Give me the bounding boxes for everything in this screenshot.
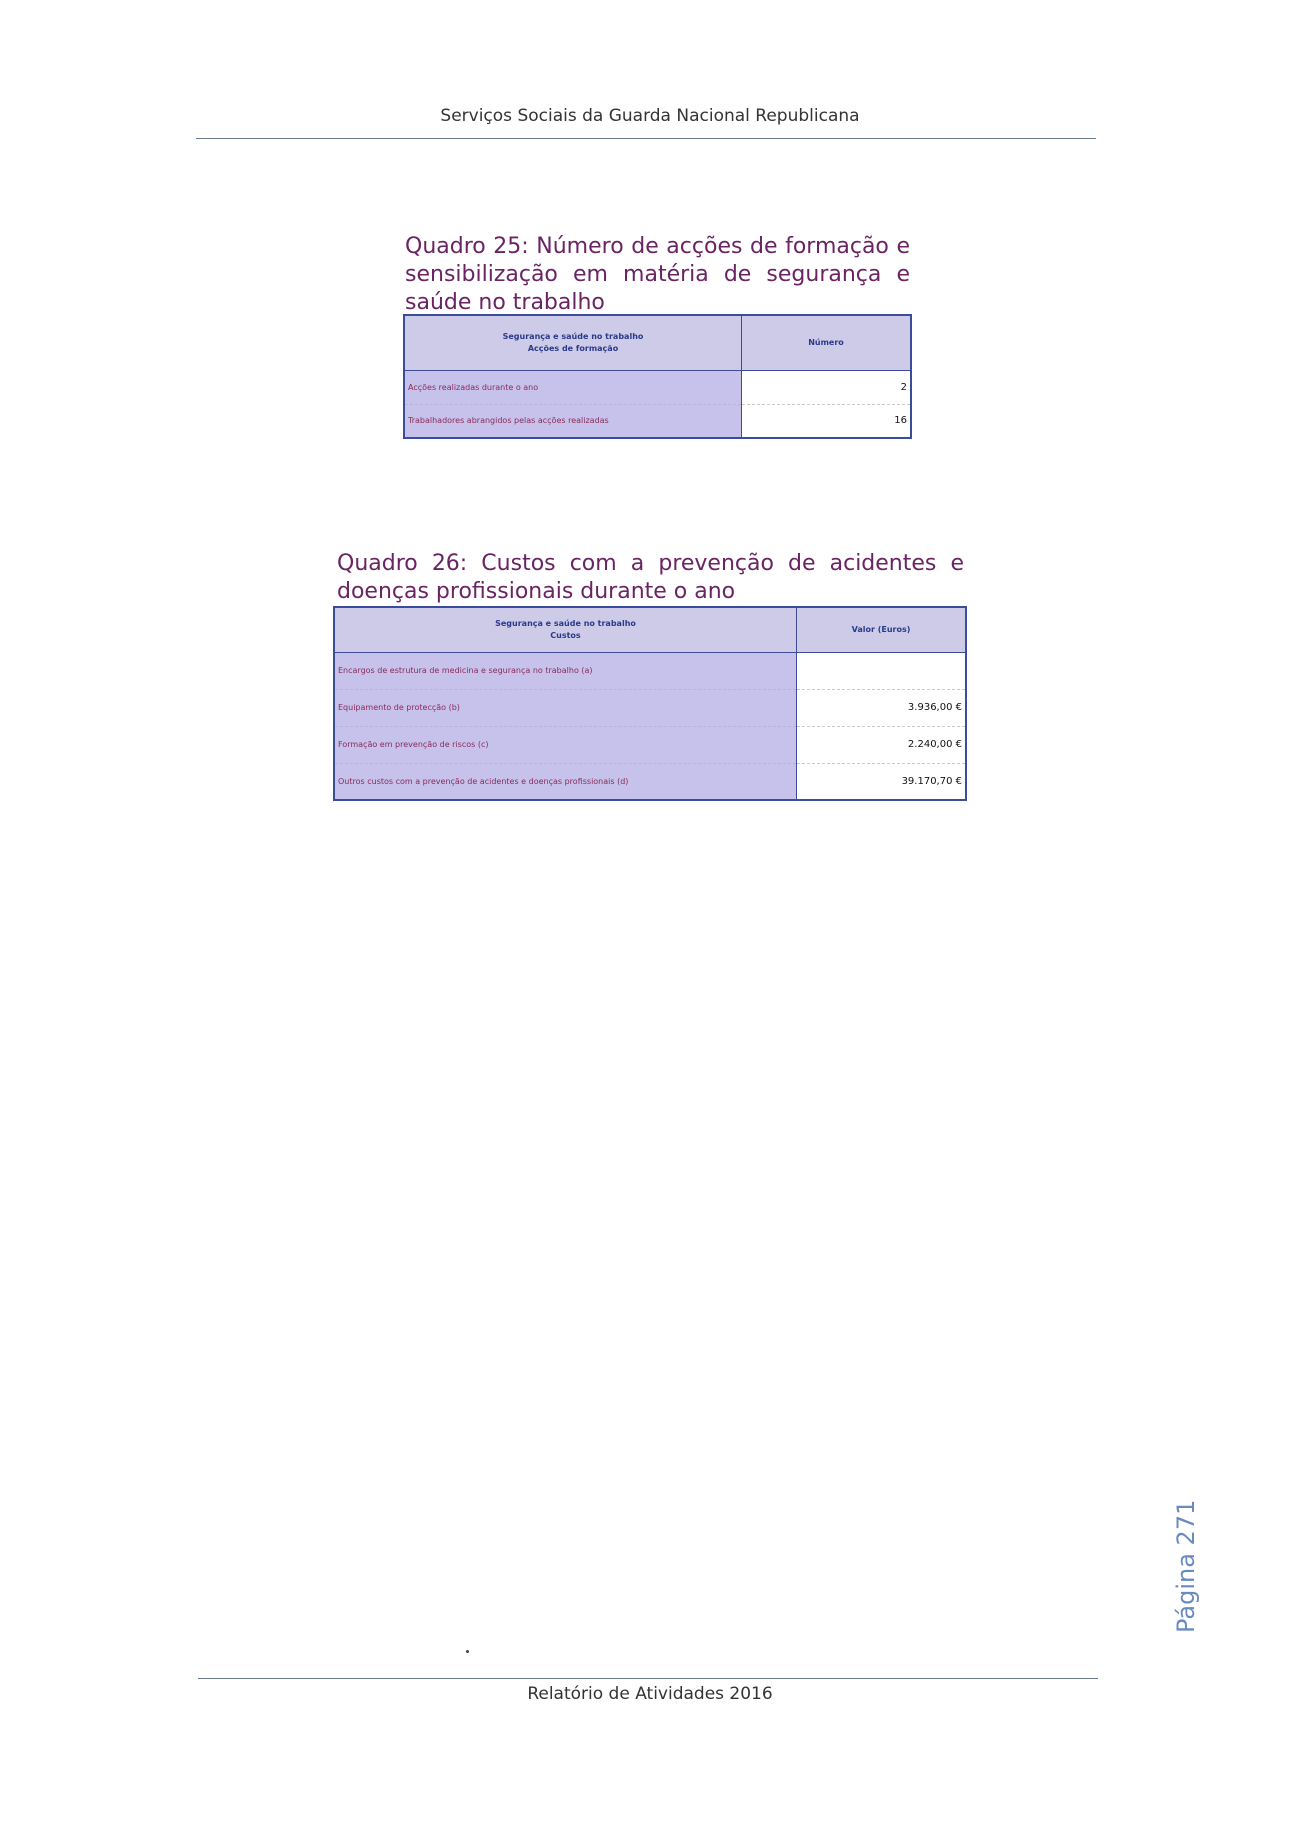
row-value: 2.240,00 € (797, 726, 967, 763)
header-cell-value: Valor (Euros) (797, 607, 967, 652)
quadro-25-table (403, 314, 912, 439)
header-rule (196, 138, 1096, 139)
table-row (334, 689, 966, 726)
header-cell-category (404, 315, 742, 370)
page-number: Página 271 (1172, 1499, 1200, 1633)
stray-mark (466, 1650, 469, 1653)
row-label: Outros custos com a prevenção de acidentes e doenças profissionais (d) (334, 763, 797, 800)
row-label: Acções realizadas durante o ano (404, 370, 742, 404)
row-value: 39.170,70 € (797, 763, 967, 800)
table-header-row (334, 607, 966, 652)
row-value (797, 652, 967, 689)
header-line: Custos (550, 630, 581, 640)
row-label: Trabalhadores abrangidos pelas acções realizadas (404, 404, 742, 438)
quadro-26-title: Quadro 26: Custos com a prevenção de acidentes e doenças profissionais durante o ano (337, 551, 964, 604)
header-line: Segurança e saúde no trabalho (495, 618, 636, 628)
page-footer-report: Relatório de Atividades 2016 (527, 1684, 773, 1704)
page-header-title: Serviços Sociais da Guarda Nacional Republicana (440, 106, 860, 126)
row-value: 2 (742, 370, 912, 404)
header-cell-number: Número (742, 315, 912, 370)
header-line: Segurança e saúde no trabalho (502, 331, 644, 341)
footer-rule (198, 1678, 1098, 1679)
table-row (334, 652, 966, 689)
quadro-25-title: Quadro 25: Número de acções de formação e sensibilização em matéria de segurança e saúde no trabalho (405, 234, 910, 315)
table-row (334, 726, 966, 763)
header-cell-category (334, 607, 797, 652)
row-label: Formação em prevenção de riscos (c) (334, 726, 797, 763)
quadro-26-table (333, 606, 967, 801)
table-row (334, 763, 966, 800)
header-line: Acções de formação (527, 343, 619, 353)
table-header-row (404, 315, 911, 370)
table-row (404, 370, 911, 404)
row-value: 16 (742, 404, 912, 438)
row-value: 3.936,00 € (797, 689, 967, 726)
row-label: Equipamento de protecção (b) (334, 689, 797, 726)
table-row (404, 404, 911, 438)
row-label: Encargos de estrutura de medicina e segurança no trabalho (a) (334, 652, 797, 689)
